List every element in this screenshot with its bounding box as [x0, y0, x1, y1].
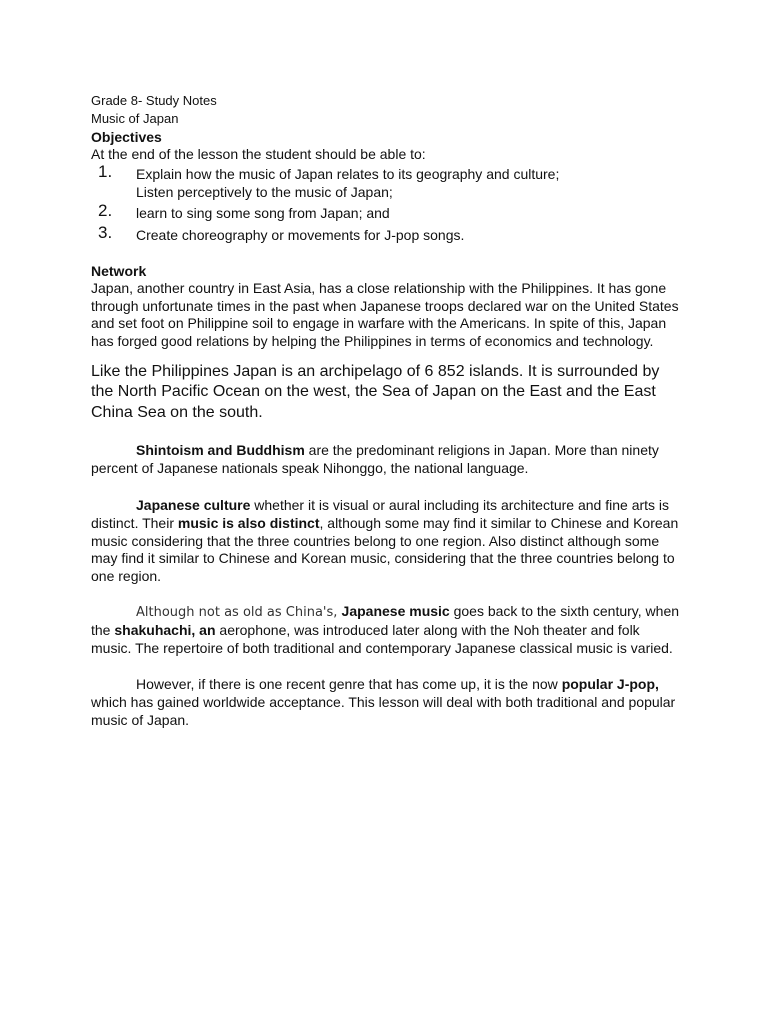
objective-item [91, 161, 681, 201]
culture-paragraph [91, 497, 681, 586]
religion-text: are the predominant religions in Japan. More than ninety percent of Japanese nationals speak Nihonggo, the national language. [91, 442, 659, 477]
geography-paragraph: Like the Philippines Japan is an archipelago of 6 852 islands. It is surrounded by the North Pacific Ocean on the west, the Sea of Japan on the East and the East China Sea on the south. [91, 362, 660, 421]
objective-text: Listen perceptively to the music of Japan; [136, 183, 393, 200]
objective-text: Explain how the music of Japan relates to its geography and culture; [136, 165, 560, 182]
objective-text: Create choreography or movements for J-pop songs. [136, 226, 465, 243]
objective-number: 2. [98, 200, 113, 220]
network-paragraph: Japan, another country in East Asia, has a close relationship with the Philippines. It has gone through unfortunate times in the past when Japanese troops declared war on the United States and set foot on Philippine soil to engage in warfare with the Americans. In spite of this, Japan has forged good relations by helping the Philippines in terms of economics and technology. [91, 279, 679, 350]
culture-text-rest: , although some may find it similar to Chinese and Korean music considering that the three countries belong to one region. Also distinct although some may find it similar to Chinese and Korean music, considering that the three countries belong to one region. [91, 514, 679, 585]
jpop-bold: popular J-pop, [561, 676, 659, 693]
history-paragraph [91, 603, 681, 657]
objective-number: 1. [98, 161, 113, 181]
japanese-music-bold: Japanese music [341, 603, 450, 620]
jpop-text: However, if there is one recent genre that has come up, it is the now [136, 676, 562, 693]
objectives-intro: At the end of the lesson the student should be able to: [91, 146, 426, 162]
document-subject: Music of Japan [91, 111, 179, 126]
culture-text: whether it is visual or aural including its architecture and fine arts is distinct. Their [91, 497, 670, 531]
study-notes-page [91, 92, 681, 730]
religion-paragraph [91, 442, 681, 478]
document-title: Grade 8- Study Notes [91, 93, 217, 108]
objectives-heading: Objectives [91, 129, 162, 145]
objective-item [91, 222, 681, 244]
history-text-rest: aerophone, was introduced later along with the Noh theater and folk music. The repertoire of both traditional and contemporary Japanese classical music is varied. [91, 621, 673, 656]
music-distinct-bold: music is also distinct [177, 514, 320, 531]
objective-text: learn to sing some song from Japan; and [136, 204, 390, 221]
shakuhachi-bold: shakuhachi, an [114, 621, 216, 638]
objective-number: 3. [98, 222, 113, 242]
history-intro: Although not as old as China's, [136, 605, 342, 621]
network-heading: Network [91, 262, 147, 279]
history-text: goes back to the sixth century, when the [91, 603, 680, 638]
culture-bold: Japanese culture [136, 497, 251, 514]
objective-item [91, 200, 681, 222]
jpop-paragraph [91, 676, 681, 729]
jpop-text-rest: which has gained worldwide acceptance. This lesson will deal with both traditional and popular music of Japan. [91, 694, 676, 729]
objectives-list [91, 161, 681, 244]
religion-bold: Shintoism and Buddhism [136, 442, 305, 459]
